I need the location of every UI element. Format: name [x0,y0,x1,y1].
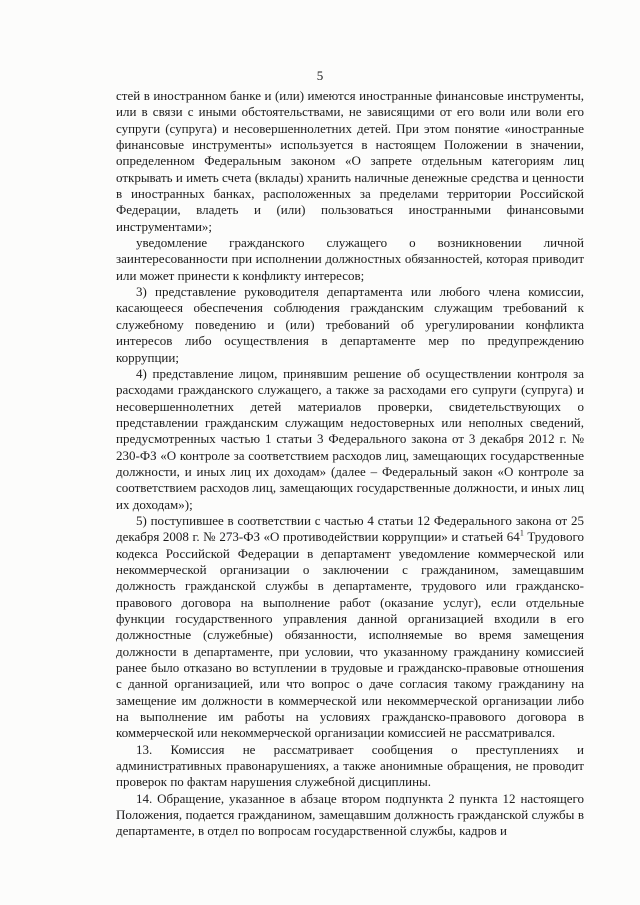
paragraph-item-5-part-2: Трудового кодекса Российской Федерации в департамент уведомление коммерческой или некоммерческой организации о заключении с гражданином, замещавшим должность гражданской службы в департаменте, трудового или гражданско-правового договора на выполнение работ (оказание услуг), если отдельные функции государственного управления данной организацией входили в его должностные (служебные) обязанности, исполняемые во время замещения должности в департаменте, при условии, что указанному гражданину комиссией ранее было отказано во вступлении в трудовые и гражданско-правовые отношения с данной организацией, или что вопрос о даче согласия такому гражданину на замещение им должности в коммерческой или некоммерческой организации либо на выполнение им работы на условиях гражданско-правового договора в коммерческой или некоммерческой организации комиссией не рассматривался. [116,529,584,741]
paragraph-notification-conflict: уведомление гражданского служащего о возникновении личной заинтересованности при исполнении должностных обязанностей, которая приводит или может принести к конфликту интересов; [116,235,584,283]
page-number: 5 [316,68,324,83]
paragraph-item-3: 3) представление руководителя департамента или любого члена комиссии, касающееся обеспечения соблюдения гражданским служащим требований к служебному поведению и (или) требований об урегулировании конфликта интересов либо осуществления в департаменте мер по предупреждению коррупции; [116,284,584,365]
paragraph-item-5-part-1: 5) поступившее в соответствии с частью 4 статьи 12 Федерального закона от 25 декабря 2008 г. № 273-ФЗ «О противодействии коррупции» и статьей 64 [116,512,584,545]
paragraph-item-4: 4) представление лицом, принявшим решение об осуществлении контроля за расходами гражданского служащего, а также за расходами его супруги (супруга) и несовершеннолетних детей материалов проверки, свидетельствующих о представлении гражданским служащим недостоверных или неполных сведений, предусмотренных частью 1 статьи 3 Федерального закона от 3 декабря 2012 г. № 230-ФЗ «О контроле за соответствием расходов лиц, замещающих государственные должности, и иных лиц их доходам» (далее – Федеральный закон «О контроле за соответствием расходов лиц, замещающих государственные должности, и иных лиц их доходам»); [116,365,584,512]
paragraph-14: 14. Обращение, указанное в абзаце втором подпункта 2 пункта 12 настоящего Положения, подается гражданином, замещавшим должность гражданской службы в департаменте, в отдел по вопросам государственной службы, кадров и [116,790,584,839]
paragraph-item-5 [116,513,584,742]
paragraph-continuation: стей в иностранном банке и (или) имеются иностранные финансовые инструменты, или в связи с иными обстоятельствами, не зависящими от его воли или воли его супруги (супруга) и несовершеннолетних детей. При этом понятие «иностранные финансовые инструменты» используется в настоящем Положении в значении, определенном Федеральным законом «О запрете отдельным категориям лиц открывать и иметь счета (вклады) хранить наличные денежные средства и ценности в иностранных банках, расположенных за пределами территории Российской Федерации, владеть и (или) пользоваться иностранными финансовыми инструментами»; [116,88,584,234]
document-body [116,88,584,840]
paragraph-13: 13. Комиссия не рассматривает сообщения о преступлениях и административных правонарушениях, а также анонимные обращения, не проводит проверок по фактам нарушения служебной дисциплины. [116,741,584,790]
superscript-1: 1 [519,528,524,538]
